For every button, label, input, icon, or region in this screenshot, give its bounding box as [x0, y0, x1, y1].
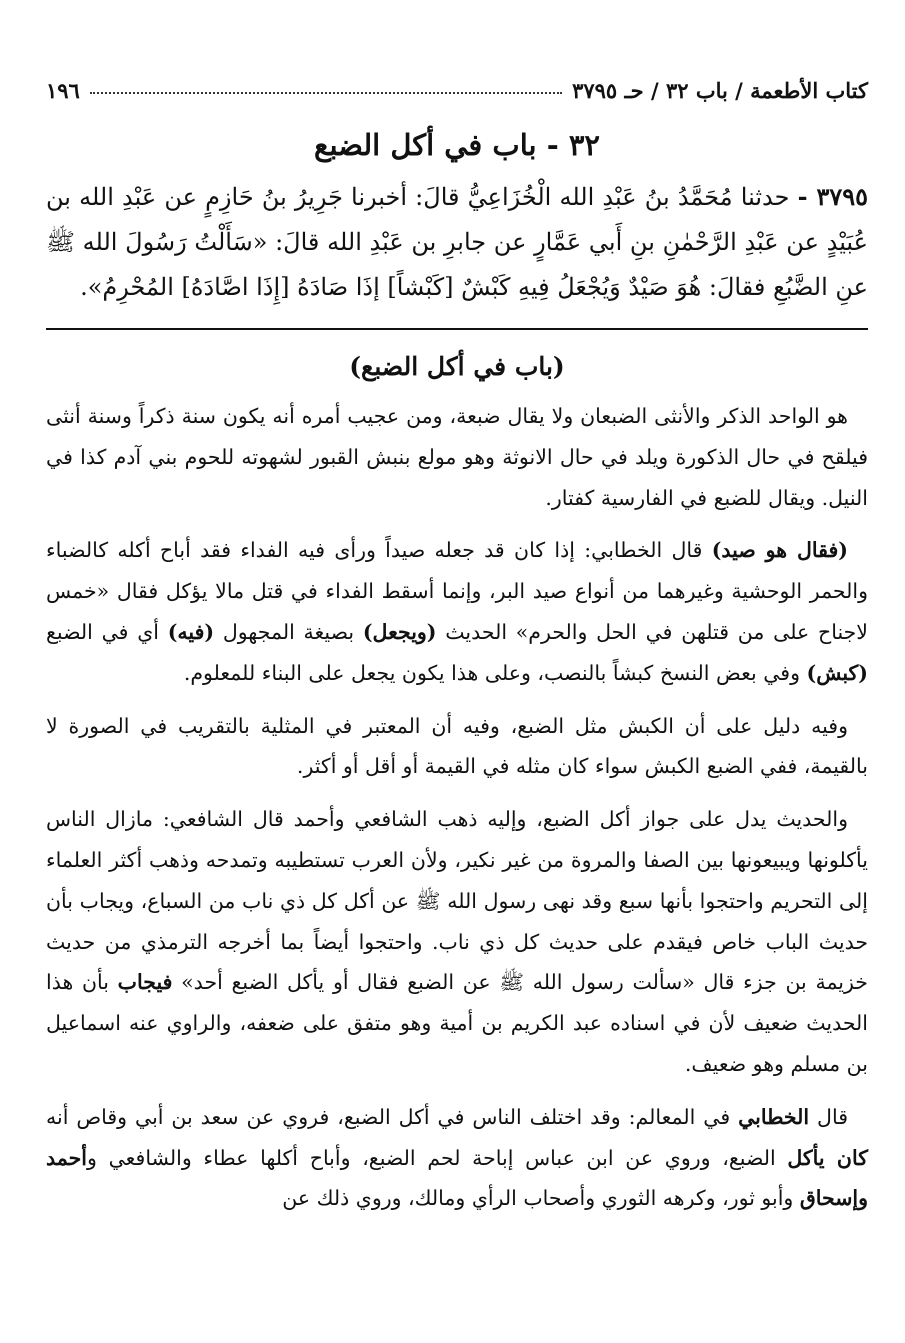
- paragraph-text: بصيغة المجهول: [214, 619, 363, 644]
- quoted-term: فيجاب: [117, 970, 173, 995]
- commentary-paragraph: [46, 530, 868, 693]
- commentary-title: (باب في أكل الضبع): [349, 352, 565, 381]
- dotted-leader: [90, 92, 562, 94]
- paragraph-text: وفيه دليل على أن الكبش مثل الضبع، وفيه أن المعتبر في المثلية بالتقريب في الصورة لا بالقيمة، ففي الضبع الكبش سواء كان مثله في القيمة أو أقل أو أكثر.: [46, 713, 868, 779]
- paragraph-text: بأن هذا الحديث ضعيف لأن في اسناده عبد الكريم بن أمية وهو متفق على ضعفه، والراوي عنه اسماعيل بن مسلم وهو ضعيف.: [46, 970, 868, 1076]
- running-header: [46, 78, 868, 114]
- page-number: ١٩٦: [46, 78, 80, 103]
- section-reference: كتاب الأطعمة / باب ٣٢ / حـ ٣٧٩٥: [572, 78, 868, 103]
- quoted-term: (كبش): [806, 660, 868, 685]
- commentary-paragraph: [46, 1097, 868, 1219]
- quoted-term: (فيه): [167, 619, 215, 644]
- paragraph-text: في المعالم: وقد اختلف الناس في أكل الضبع، فروي عن سعد بن أبي وقاص أنه: [46, 1104, 739, 1129]
- book-page: [46, 78, 868, 1231]
- hadith-text: [46, 174, 868, 310]
- section-divider: [46, 328, 868, 330]
- quoted-term: الخطابي: [738, 1104, 810, 1129]
- chapter-title: ٣٢ - باب في أكل الضبع: [314, 128, 600, 162]
- hadith-body: حدثنا مُحَمَّدُ بنُ عَبْدِ الله الْخُزَاعِيُّ قالَ: أخبرنا جَرِيرُ بنُ حَازِمٍ عن عَبْدِ الله بن عُبَيْدٍ عن عَبْدِ الرَّحْمٰنِ بنِ أَبي عَمَّارٍ عن جابرِ بن عَبْدِ الله قالَ: «سَأَلْتُ رَسُولَ الله ﷺ عنِ الضَّبُعِ فقالَ: هُوَ صَيْدٌ وَيُجْعَلُ فِيهِ كَبْشٌ [كَبْشاً] إذَا صَادَهُ [إِذَا اصَّادَهُ] المُحْرِمُ».: [46, 183, 868, 301]
- quoted-term: أحمد وإسحاق: [46, 1145, 868, 1211]
- quoted-term: (ويجعل): [362, 619, 437, 644]
- paragraph-text: قال: [809, 1104, 848, 1129]
- paragraph-text: هو الواحد الذكر والأنثى الضبعان ولا يقال ضبعة، ومن عجيب أمره أنه يكون سنة ذكراً وسنة أنثى فيلقح في حال الذكورة ويلد في حال الانوثة وهو مولع بنبش القبور لشهوته للحوم بني آدم كذا في النيل. ويقال للضبع في الفارسية كفتار.: [46, 404, 868, 510]
- commentary-paragraph: [46, 706, 868, 788]
- paragraph-text: أي في الضبع: [46, 619, 168, 644]
- hadith-number: ٣٧٩٥ -: [797, 182, 868, 211]
- paragraph-text: وأبو ثور، وكرهه الثوري وأصحاب الرأي ومالك، وروي ذلك عن: [282, 1186, 800, 1211]
- paragraph-text: والحديث يدل على جواز أكل الضبع، وإليه ذهب الشافعي وأحمد قال الشافعي: مازال الناس يأكلونها ويبيعونها بين الصفا والمروة من غير نكير، ولأن العرب تستطيبه وتمدحه وذهب أكثر العلماء إلى التحريم واحتجوا بأنها سبع وقد نهى رسول الله ﷺ عن أكل كل ذي ناب من السباع، ويجاب بأن حديث الباب خاص فيقدم على حديث كل ذي ناب. واحتجوا أيضاً بما أخرجه الترمذي من حديث خزيمة بن جزء قال «سألت رسول الله ﷺ عن الضبع فقال أو يأكل الضبع أحد»: [46, 807, 868, 995]
- commentary-paragraph: [46, 799, 868, 1085]
- commentary-paragraph: [46, 396, 868, 518]
- paragraph-text: وفي بعض النسخ كبشاً بالنصب، وعلى هذا يكون يجعل على البناء للمعلوم.: [183, 660, 807, 685]
- quoted-term: كان يأكل: [787, 1145, 868, 1170]
- paragraph-text: الضبع، وروي عن ابن عباس إباحة لحم الضبع، وأباح أكلها عطاء والشافعي و: [86, 1145, 788, 1170]
- paragraph-text: قال الخطابي: إذا كان قد جعله صيداً ورأى فيه الفداء فقد أباح أكله كالضباء والحمر الوحشية وغيرهما من أنواع صيد البر، وإنما أسقط الفداء في قتل مالا يؤكل فقال «خمس لاجناح على من قتلهن في الحل والحرم» الحديث: [46, 538, 869, 644]
- quoted-term: (فقال هو صيد): [711, 538, 848, 563]
